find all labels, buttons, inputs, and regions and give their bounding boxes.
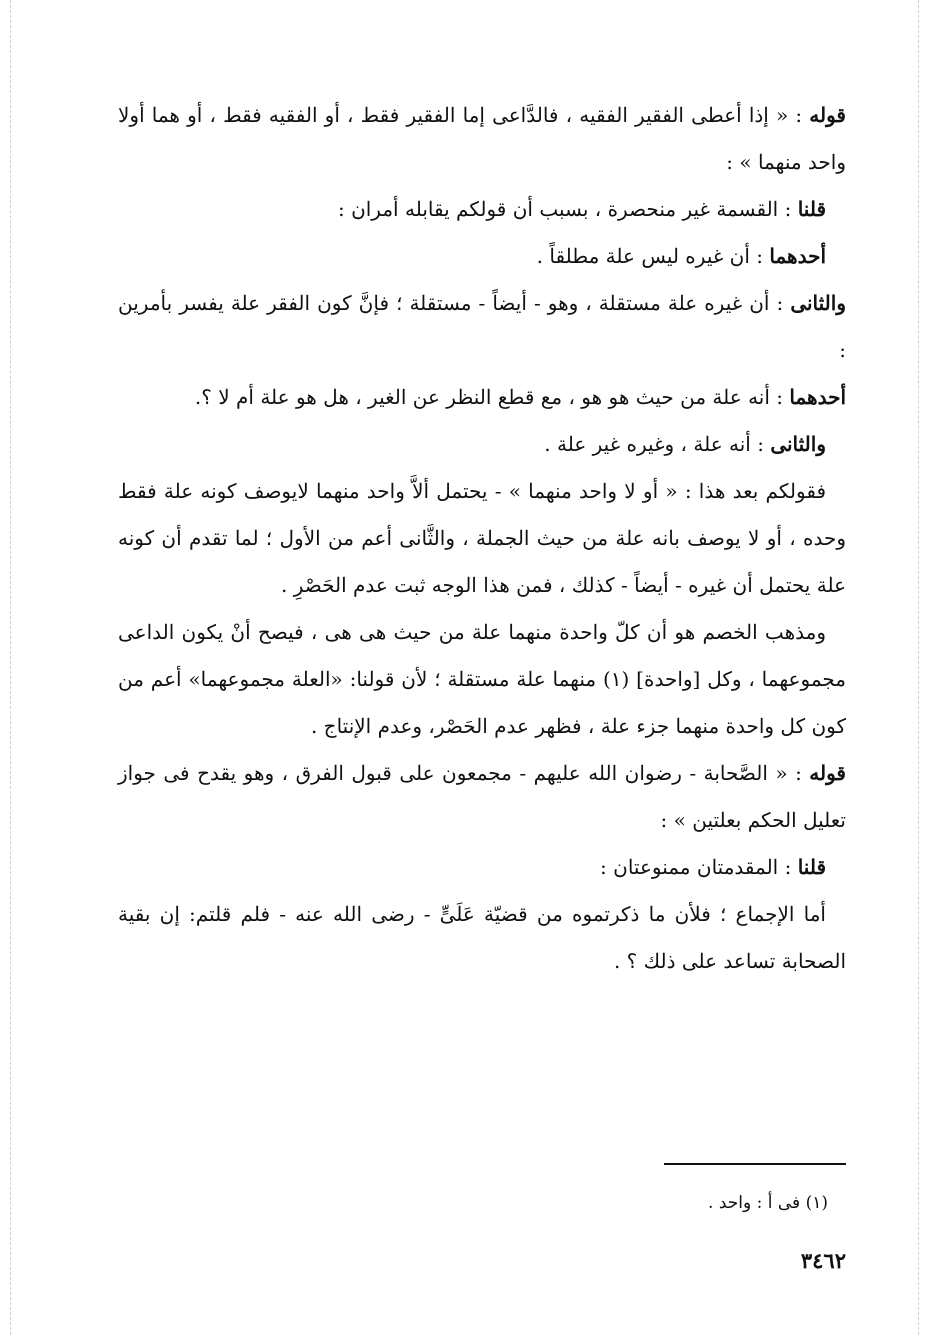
paragraph-lead: قوله <box>809 103 846 127</box>
paragraph-lead: والثانى <box>790 291 846 315</box>
paragraph-text: : « الصَّحابة - رضوان الله عليهم - مجمعون على قبول الفرق ، وهو يقدح فى جواز تعليل الحكم بعلتين » : <box>118 761 846 832</box>
paragraph-text: : المقدمتان ممنوعتان : <box>600 855 798 879</box>
paragraph-1 <box>118 92 846 186</box>
paragraph-lead: والثانى <box>770 432 826 456</box>
paragraph-lead: قلنا <box>797 197 826 221</box>
paragraph-10 <box>118 844 846 891</box>
paragraph-6 <box>118 421 846 468</box>
paragraph-lead: أحدهما <box>769 244 826 268</box>
paragraph-8 <box>118 609 846 750</box>
footnote: (١) فى أ : واحد . <box>708 1193 828 1213</box>
paragraph-4 <box>118 280 846 374</box>
paragraph-text: : « إذا أعطى الفقير الفقيه ، فالدَّاعى إما الفقير فقط ، أو الفقيه فقط ، أو هما أولا واحد منهما » : <box>118 103 846 174</box>
paragraph-11 <box>118 891 846 985</box>
page-number: ٣٤٦٢ <box>800 1248 846 1273</box>
scan-edge-left <box>10 0 11 1335</box>
scan-edge-right <box>918 0 919 1335</box>
paragraph-2 <box>118 186 846 233</box>
paragraph-lead: قوله <box>809 761 846 785</box>
paragraph-text: : القسمة غير منحصرة ، بسبب أن قولكم يقابله أمران : <box>337 197 798 221</box>
paragraph-text: : أنه علة ، وغيره غير علة . <box>544 432 771 456</box>
paragraph-text: فقولكم بعد هذا : « أو لا واحد منهما » - يحتمل ألاَّ واحد منهما لايوصف كونه علة فقط وحده ، أو لا يوصف بانه علة من حيث الجملة ، والثَّانى أعم من الأول ؛ لما تقدم أن كونه علة يحتمل أن غيره - أيضاً - كذلك ، فمن هذا الوجه ثبت عدم الحَصْرِ . <box>118 479 846 597</box>
paragraph-text: ومذهب الخصم هو أن كلّ واحدة منهما علة من حيث هى هى ، فيصح أنْ يكون الداعى مجموعهما ، وكل [واحدة] (١) منهما علة مستقلة ؛ لأن قولنا: «العلة مجموعهما» أعم من كون كل واحدة منهما جزء علة ، فظهر عدم الحَصْر، وعدم الإنتاج . <box>118 620 847 738</box>
paragraph-text: : أنه علة من حيث هو هو ، مع قطع النظر عن الغير ، هل هو علة أم لا ؟. <box>194 385 790 409</box>
footnote-divider <box>664 1163 846 1165</box>
paragraph-text: : أن غيره علة مستقلة ، وهو - أيضاً - مستقلة ؛ فإنَّ كون الفقر علة يفسر بأمرين : <box>118 291 846 362</box>
paragraph-3 <box>118 233 846 280</box>
paragraph-lead: أحدهما <box>789 385 846 409</box>
paragraph-9 <box>118 750 846 844</box>
paragraph-7 <box>118 468 846 609</box>
page-body <box>118 92 846 985</box>
paragraph-text: أما الإجماع ؛ فلأن ما ذكرتموه من قضيّة عَلَىٍّ - رضى الله عنه - فلم قلتم: إن بقية الصحابة تساعد على ذلك ؟ . <box>118 902 846 973</box>
paragraph-text: : أن غيره ليس علة مطلقاً . <box>536 244 770 268</box>
paragraph-5 <box>118 374 846 421</box>
paragraph-lead: قلنا <box>797 855 826 879</box>
